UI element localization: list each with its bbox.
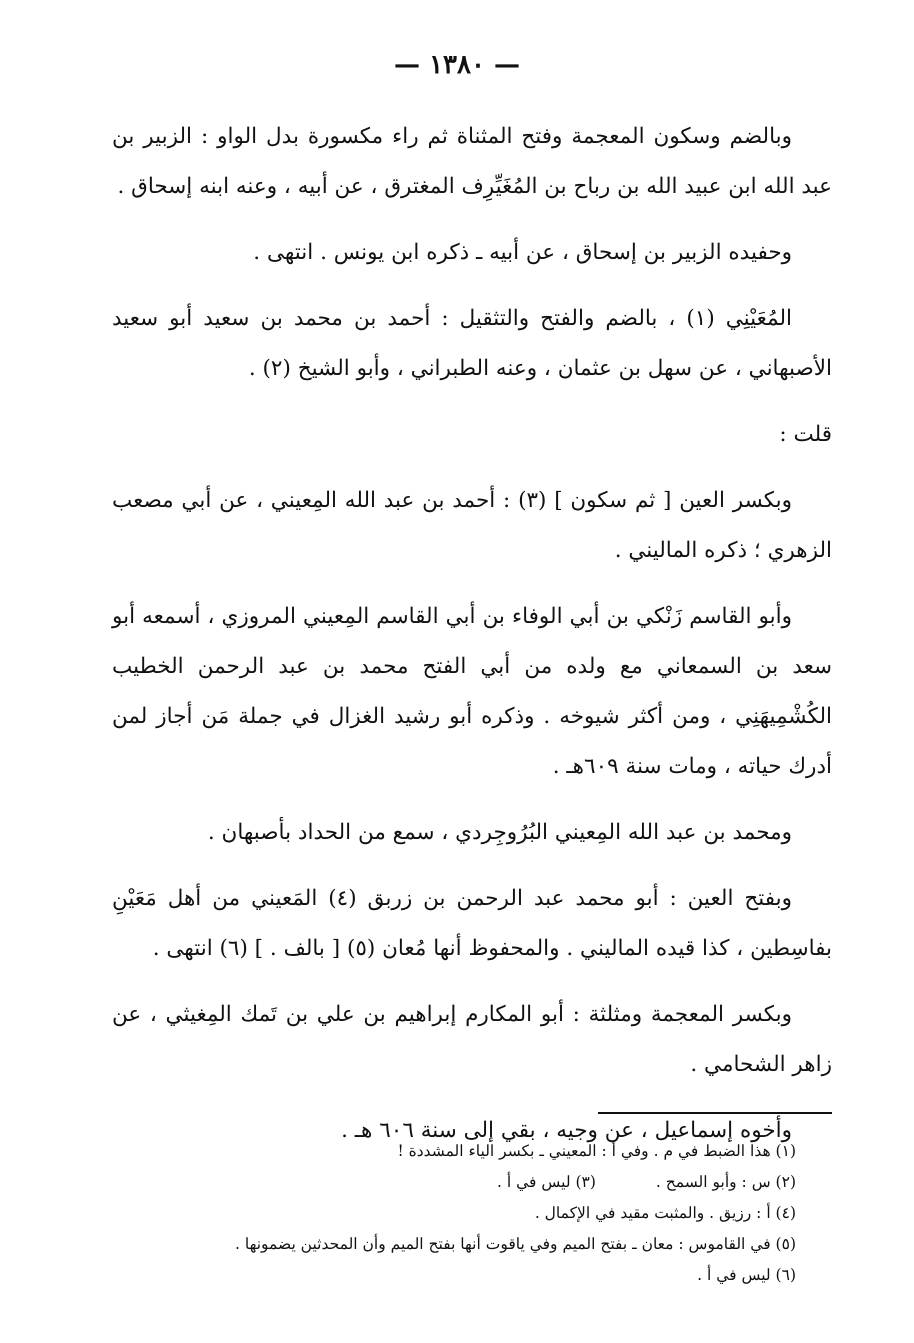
paragraph-5: وبكسر العين [ ثم سكون ] (٣) : أحمد بن عبد الله المِعيني ، عن أبي مصعب الزهري ؛ ذكره الماليني . xyxy=(112,488,832,563)
footnote-6 xyxy=(156,1260,796,1291)
footnote-5-text: (٥) في القاموس : معان ـ بفتح الميم وفي ياقوت أنها بفتح الميم وأن المحدثين يضمونها . xyxy=(235,1235,796,1253)
footnotes xyxy=(156,1136,796,1291)
paragraph-4: قلت : xyxy=(779,422,832,447)
paragraph-8: وبفتح العين : أبو محمد عبد الرحمن بن زربق (٤) المَعيني من أهل مَعَيْنِ بفاسِطين ، كذا قيده الماليني . والمحفوظ أنها مُعان (٥) [ بالف . ] (٦) انتهى . xyxy=(112,886,832,961)
footnote-4-text: (٤) أ : رزيق . والمثبت مقيد في الإكمال . xyxy=(534,1204,796,1222)
page-number: — ١٣٨٠ — xyxy=(394,50,520,80)
footnote-1-text: (١) هذا الضبط في م . وفي أ : المعيني ـ بكسر الياء المشددة ! xyxy=(397,1142,796,1160)
paragraph-6: وأبو القاسم زَنْكي بن أبي الوفاء بن أبي القاسم المِعيني المروزي ، أسمعه أبو سعد بن السمعاني مع ولده من أبي الفتح محمد بن عبد الرحمن الخطيب الكُشْمِيهَنِي ، ومن أكثر شيوخه . وذكره أبو رشيد الغزال في جملة مَن أجاز لمن أدرك حياته ، ومات سنة ٦٠٩هـ . xyxy=(112,604,832,779)
paragraph-7: ومحمد بن عبد الله المِعيني البُرُوجِردي ، سمع من الحداد بأصبهان . xyxy=(207,820,792,845)
footnote-2-text: (٢) س : وأبو السمح . xyxy=(655,1173,796,1191)
paragraph-9: وبكسر المعجمة ومثلثة : أبو المكارم إبراهيم بن علي بن تَمك المِغيثي ، عن زاهر الشحامي . xyxy=(112,1002,832,1077)
footnote-1 xyxy=(156,1136,796,1167)
paragraph-3: المُعَيْنِي (١) ، بالضم والفتح والتثقيل : أحمد بن محمد بن سعيد أبو سعيد الأصبهاني ، عن سهل بن عثمان ، وعنه الطبراني ، وأبو الشيخ (٢) . xyxy=(112,306,832,381)
footnote-2-3 xyxy=(156,1167,796,1198)
footnote-5 xyxy=(156,1229,796,1260)
footnote-4 xyxy=(156,1198,796,1229)
paragraph-10: وأخوه إسماعيل ، عن وجيه ، بقي إلى سنة ٦٠٦ هـ . xyxy=(341,1118,792,1143)
footnote-6-text: (٦) ليس في أ . xyxy=(697,1266,796,1284)
footnote-3-text: (٣) ليس في أ . xyxy=(497,1173,596,1191)
main-text xyxy=(112,112,832,1172)
footnote-separator xyxy=(598,1112,832,1114)
paragraph-2: وحفيده الزبير بن إسحاق ، عن أبيه ـ ذكره ابن يونس . انتهى . xyxy=(253,240,792,265)
paragraph-1: وبالضم وسكون المعجمة وفتح المثناة ثم راء مكسورة بدل الواو : الزبير بن عبد الله ابن عبيد الله بن رباح بن المُغَيِّرِف المغترق ، عن أبيه ، وعنه ابنه إسحاق . xyxy=(112,124,832,199)
